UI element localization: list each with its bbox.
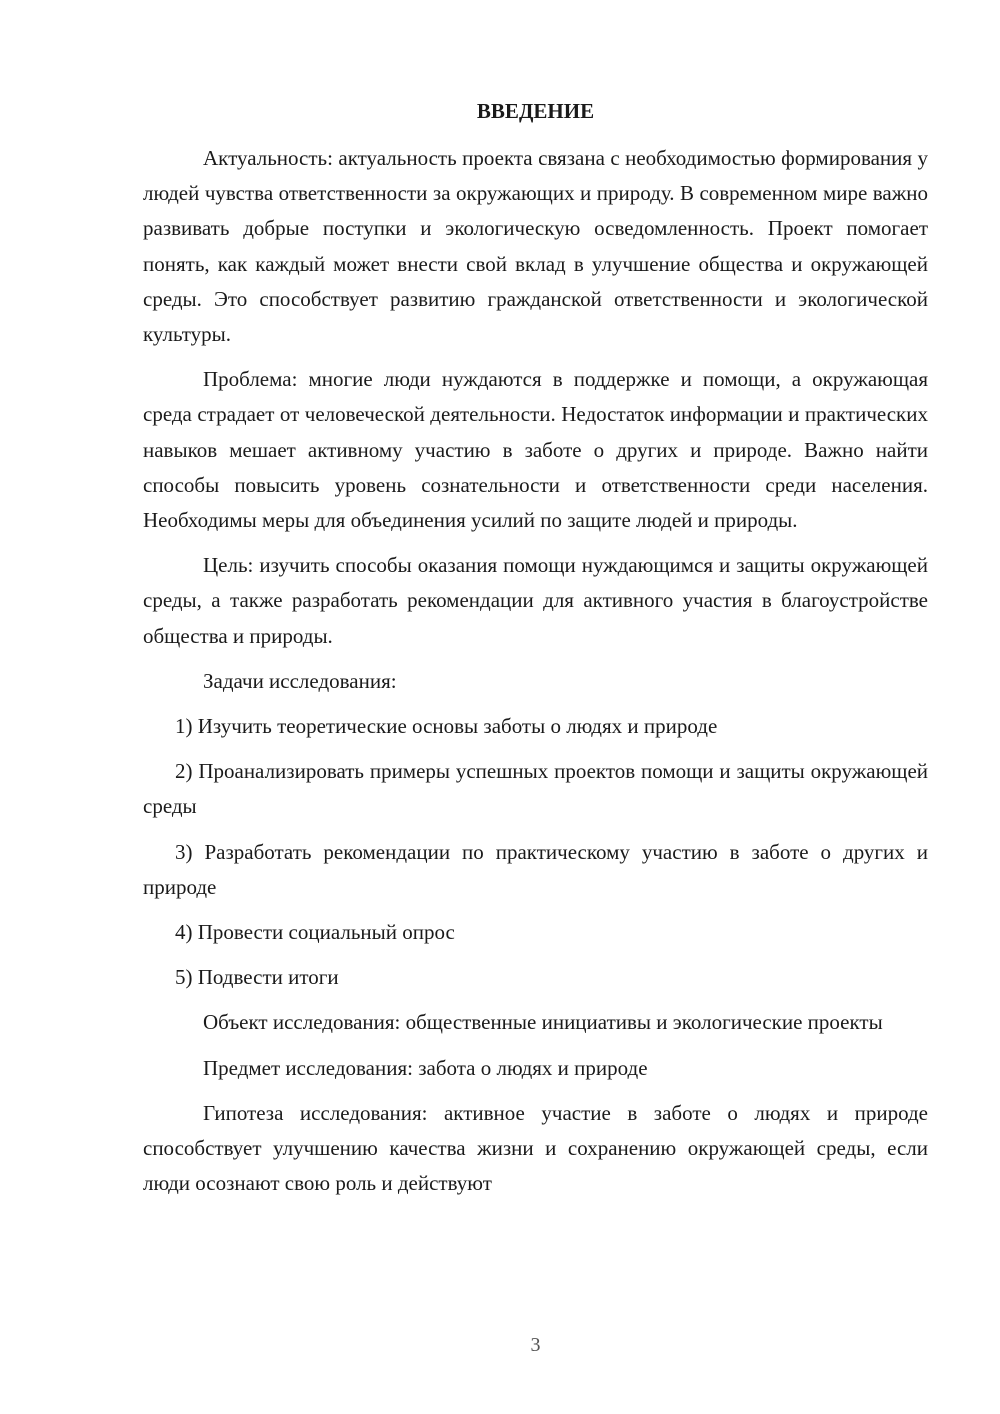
task-item: 5) Подвести итоги xyxy=(175,965,339,990)
goal-paragraph: Цель: изучить способы оказания помощи нуждающимся и защиты окружающей среды, а также разработать рекомендации для активного участия в благоустройстве общества и природы. xyxy=(143,553,928,648)
problem-paragraph: Проблема: многие люди нуждаются в поддержке и помощи, а окружающая среда страдает от человеческой деятельности. Недостаток информации и практических навыков мешает активному участию в заботе о других и природе. Важно найти способы повысить уровень сознательности и ответственности среди населения. Необходимы меры для объединения усилий по защите людей и природы. xyxy=(143,367,928,533)
relevance-paragraph: Актуальность: актуальность проекта связана с необходимостью формирования у людей чувства ответственности за окружающих и природу. В современном мире важно развивать добрые поступки и экологическую осведомленность. Проект помогает понять, как каждый может внести свой вклад в улучшение общества и окружающей среды. Это способствует развитию гражданской ответственности и экологической культуры. xyxy=(143,146,928,347)
document-body xyxy=(143,141,928,1211)
subject-paragraph: Предмет исследования: забота о людях и природе xyxy=(203,1055,648,1080)
document-page xyxy=(143,0,928,1414)
object-paragraph: Объект исследования: общественные инициативы и экологические проекты xyxy=(203,1010,883,1035)
hypothesis-paragraph: Гипотеза исследования: активное участие в заботе о людях и природе способствует улучшению качества жизни и сохранению окружающей среды, если люди осознают свою роль и действуют xyxy=(143,1100,928,1196)
task-item: 1) Изучить теоретические основы заботы о людях и природе xyxy=(175,714,718,739)
task-item: 4) Провести социальный опрос xyxy=(175,920,455,945)
tasks-heading: Задачи исследования: xyxy=(203,668,397,693)
page-title: ВВЕДЕНИЕ xyxy=(476,99,595,123)
task-item: 2) Проанализировать примеры успешных проектов помощи и защиты окружающей среды xyxy=(143,759,928,819)
page-number: 3 xyxy=(530,1334,541,1356)
task-item: 3) Разработать рекомендации по практическому участию в заботе о других и природе xyxy=(143,839,928,899)
